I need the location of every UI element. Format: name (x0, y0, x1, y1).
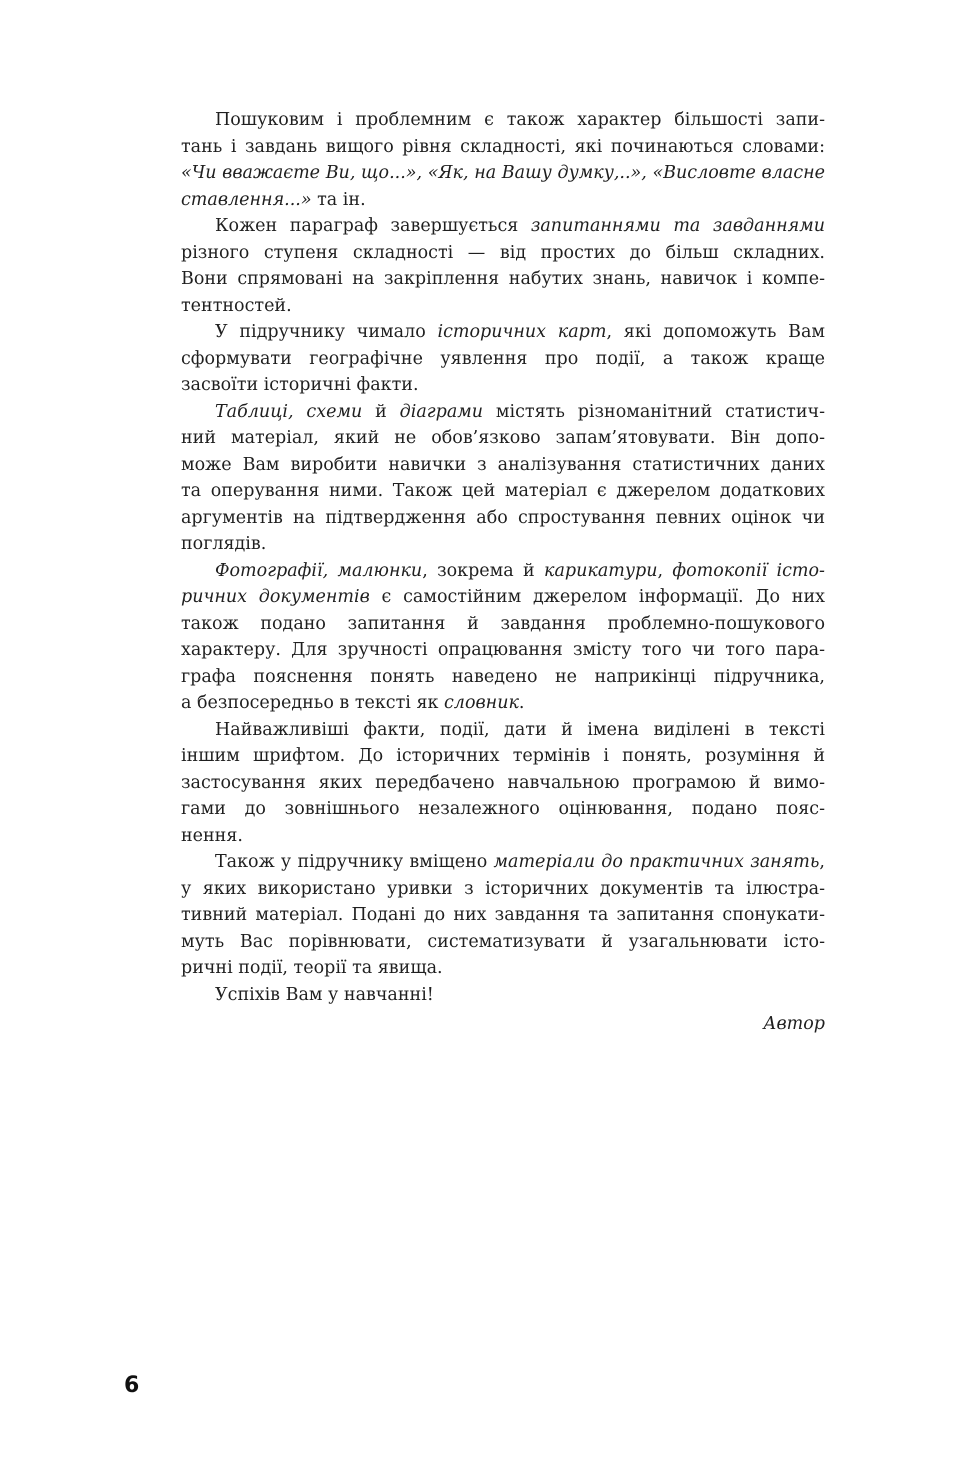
text-run: , які допоможуть Вам (606, 322, 825, 342)
text-line (181, 637, 825, 664)
text-line (181, 134, 825, 161)
text-line (181, 717, 825, 744)
text-run: сформувати географічне уявлення про події, а також краще (181, 348, 825, 369)
text-run: Кожен параграф завершується (215, 216, 531, 236)
text-run: є самостійним джерелом інформації. До них (369, 587, 825, 607)
text-line (181, 478, 825, 505)
text-run: Найважливіші факти, події, дати й імена виділені в тексті (215, 719, 825, 740)
text-line (181, 531, 825, 558)
author-signature: Автор (763, 1014, 825, 1034)
paragraph (181, 399, 825, 558)
paragraph (181, 849, 825, 982)
text-run: Вони спрямовані на закріплення набутих знань, навичок і компе- (181, 269, 825, 289)
italic-text: запитаннями та завданнями (530, 216, 825, 236)
text-run: нення. (181, 825, 243, 846)
text-run: та оперування ними. Також цей матеріал є джерелом додаткових (181, 481, 825, 501)
paragraph (181, 558, 825, 717)
text-line (181, 743, 825, 770)
text-line (181, 372, 825, 399)
text-line (181, 823, 825, 850)
text-line (181, 213, 825, 240)
text-line (181, 293, 825, 320)
italic-text: діаграми (399, 401, 484, 422)
text-line (181, 849, 825, 876)
text-run: у яких використано уривки з історичних документів та ілюстра- (181, 878, 825, 899)
text-line (181, 187, 825, 214)
page-number: 6 (124, 1373, 140, 1398)
text-line (181, 982, 825, 1009)
text-line (181, 240, 825, 267)
text-line (181, 796, 825, 823)
italic-text: «Чи вважаєте Ви, що...», «Як, на Вашу думку,..», «Висловте власне (181, 163, 825, 183)
text-line (181, 955, 825, 982)
text-run: застосування яких передбачено навчальною програмою й вимо- (181, 772, 825, 793)
text-line (181, 611, 825, 638)
paragraph (181, 107, 825, 213)
paragraph (181, 717, 825, 850)
body-text (181, 107, 825, 1008)
text-run: ний матеріал, який не обов’язково запам’ятовувати. Він допо- (181, 428, 825, 448)
text-run: поглядів. (181, 534, 267, 554)
italic-text: карикатури (544, 560, 658, 581)
text-line (181, 690, 825, 717)
italic-text: словник (444, 693, 519, 713)
text-line (181, 425, 825, 452)
text-run: , (819, 852, 825, 872)
text-run: аргументів на підтвердження або спростування певних оцінок чи (181, 507, 825, 528)
text-run: різного ступеня складності — від простих до більш складних. (181, 242, 825, 263)
text-run: Також у підручнику вміщено (215, 852, 494, 872)
text-run: Успіхів Вам у навчанні! (215, 984, 434, 1005)
text-line (181, 770, 825, 797)
text-line (181, 346, 825, 373)
text-run: графа пояснення понять наведено не наприкінці підручника, (181, 666, 825, 687)
text-line (181, 505, 825, 532)
italic-text: матеріали до практичних занять (493, 852, 820, 872)
text-line (181, 558, 825, 585)
text-run: тентностей. (181, 295, 292, 316)
text-line (181, 319, 825, 346)
text-run: , зокрема й (422, 560, 545, 581)
text-line (181, 399, 825, 426)
text-run: та ін. (311, 189, 366, 210)
italic-text: Таблиці, схеми (215, 401, 363, 422)
text-run: характеру. Для зручності опрацювання змісту того чи того пара- (181, 640, 825, 660)
text-run: муть Вас порівнювати, систематизувати й узагальнювати істо- (181, 931, 825, 952)
italic-text: ставлення...» (181, 189, 312, 210)
text-run: містять різноманітний статистич- (483, 401, 825, 422)
text-line (181, 452, 825, 479)
italic-text: фотокопії істо- (672, 560, 825, 581)
text-run: гами до зовнішнього незалежного оцінювання, подано пояс- (181, 799, 825, 819)
italic-text: історичних карт (437, 322, 607, 342)
text-run: тань і завдань вищого рівня складності, які починаються словами: (181, 136, 825, 157)
text-run: засвоїти історичні факти. (181, 375, 419, 395)
italic-text: ричних документів (181, 587, 370, 607)
text-line (181, 929, 825, 956)
paragraph (181, 319, 825, 399)
text-run: ричні події, теорії та явища. (181, 958, 443, 978)
text-line (181, 664, 825, 691)
text-line (181, 107, 825, 134)
text-run: іншим шрифтом. До історичних термінів і понять, розуміння й (181, 746, 825, 766)
italic-text: Фотографії, малюнки (215, 560, 423, 581)
text-run: , (657, 560, 673, 581)
text-run: . (518, 693, 525, 713)
text-line (181, 584, 825, 611)
text-run: й (362, 401, 400, 422)
text-run: У підручнику чимало (215, 322, 438, 342)
text-line (181, 160, 825, 187)
paragraph (181, 982, 825, 1009)
text-run: також подано запитання й завдання проблемно-пошукового (181, 613, 825, 634)
text-line (181, 266, 825, 293)
paragraph (181, 213, 825, 319)
text-run: Пошуковим і проблемним є також характер більшості запи- (215, 110, 825, 130)
text-run: може Вам виробити навички з аналізування статистичних даних (181, 454, 825, 475)
text-run: а безпосередньо в тексті як (181, 693, 444, 713)
text-line (181, 876, 825, 903)
text-line (181, 902, 825, 929)
text-run: тивний матеріал. Подані до них завдання та запитання спонукати- (181, 905, 825, 925)
